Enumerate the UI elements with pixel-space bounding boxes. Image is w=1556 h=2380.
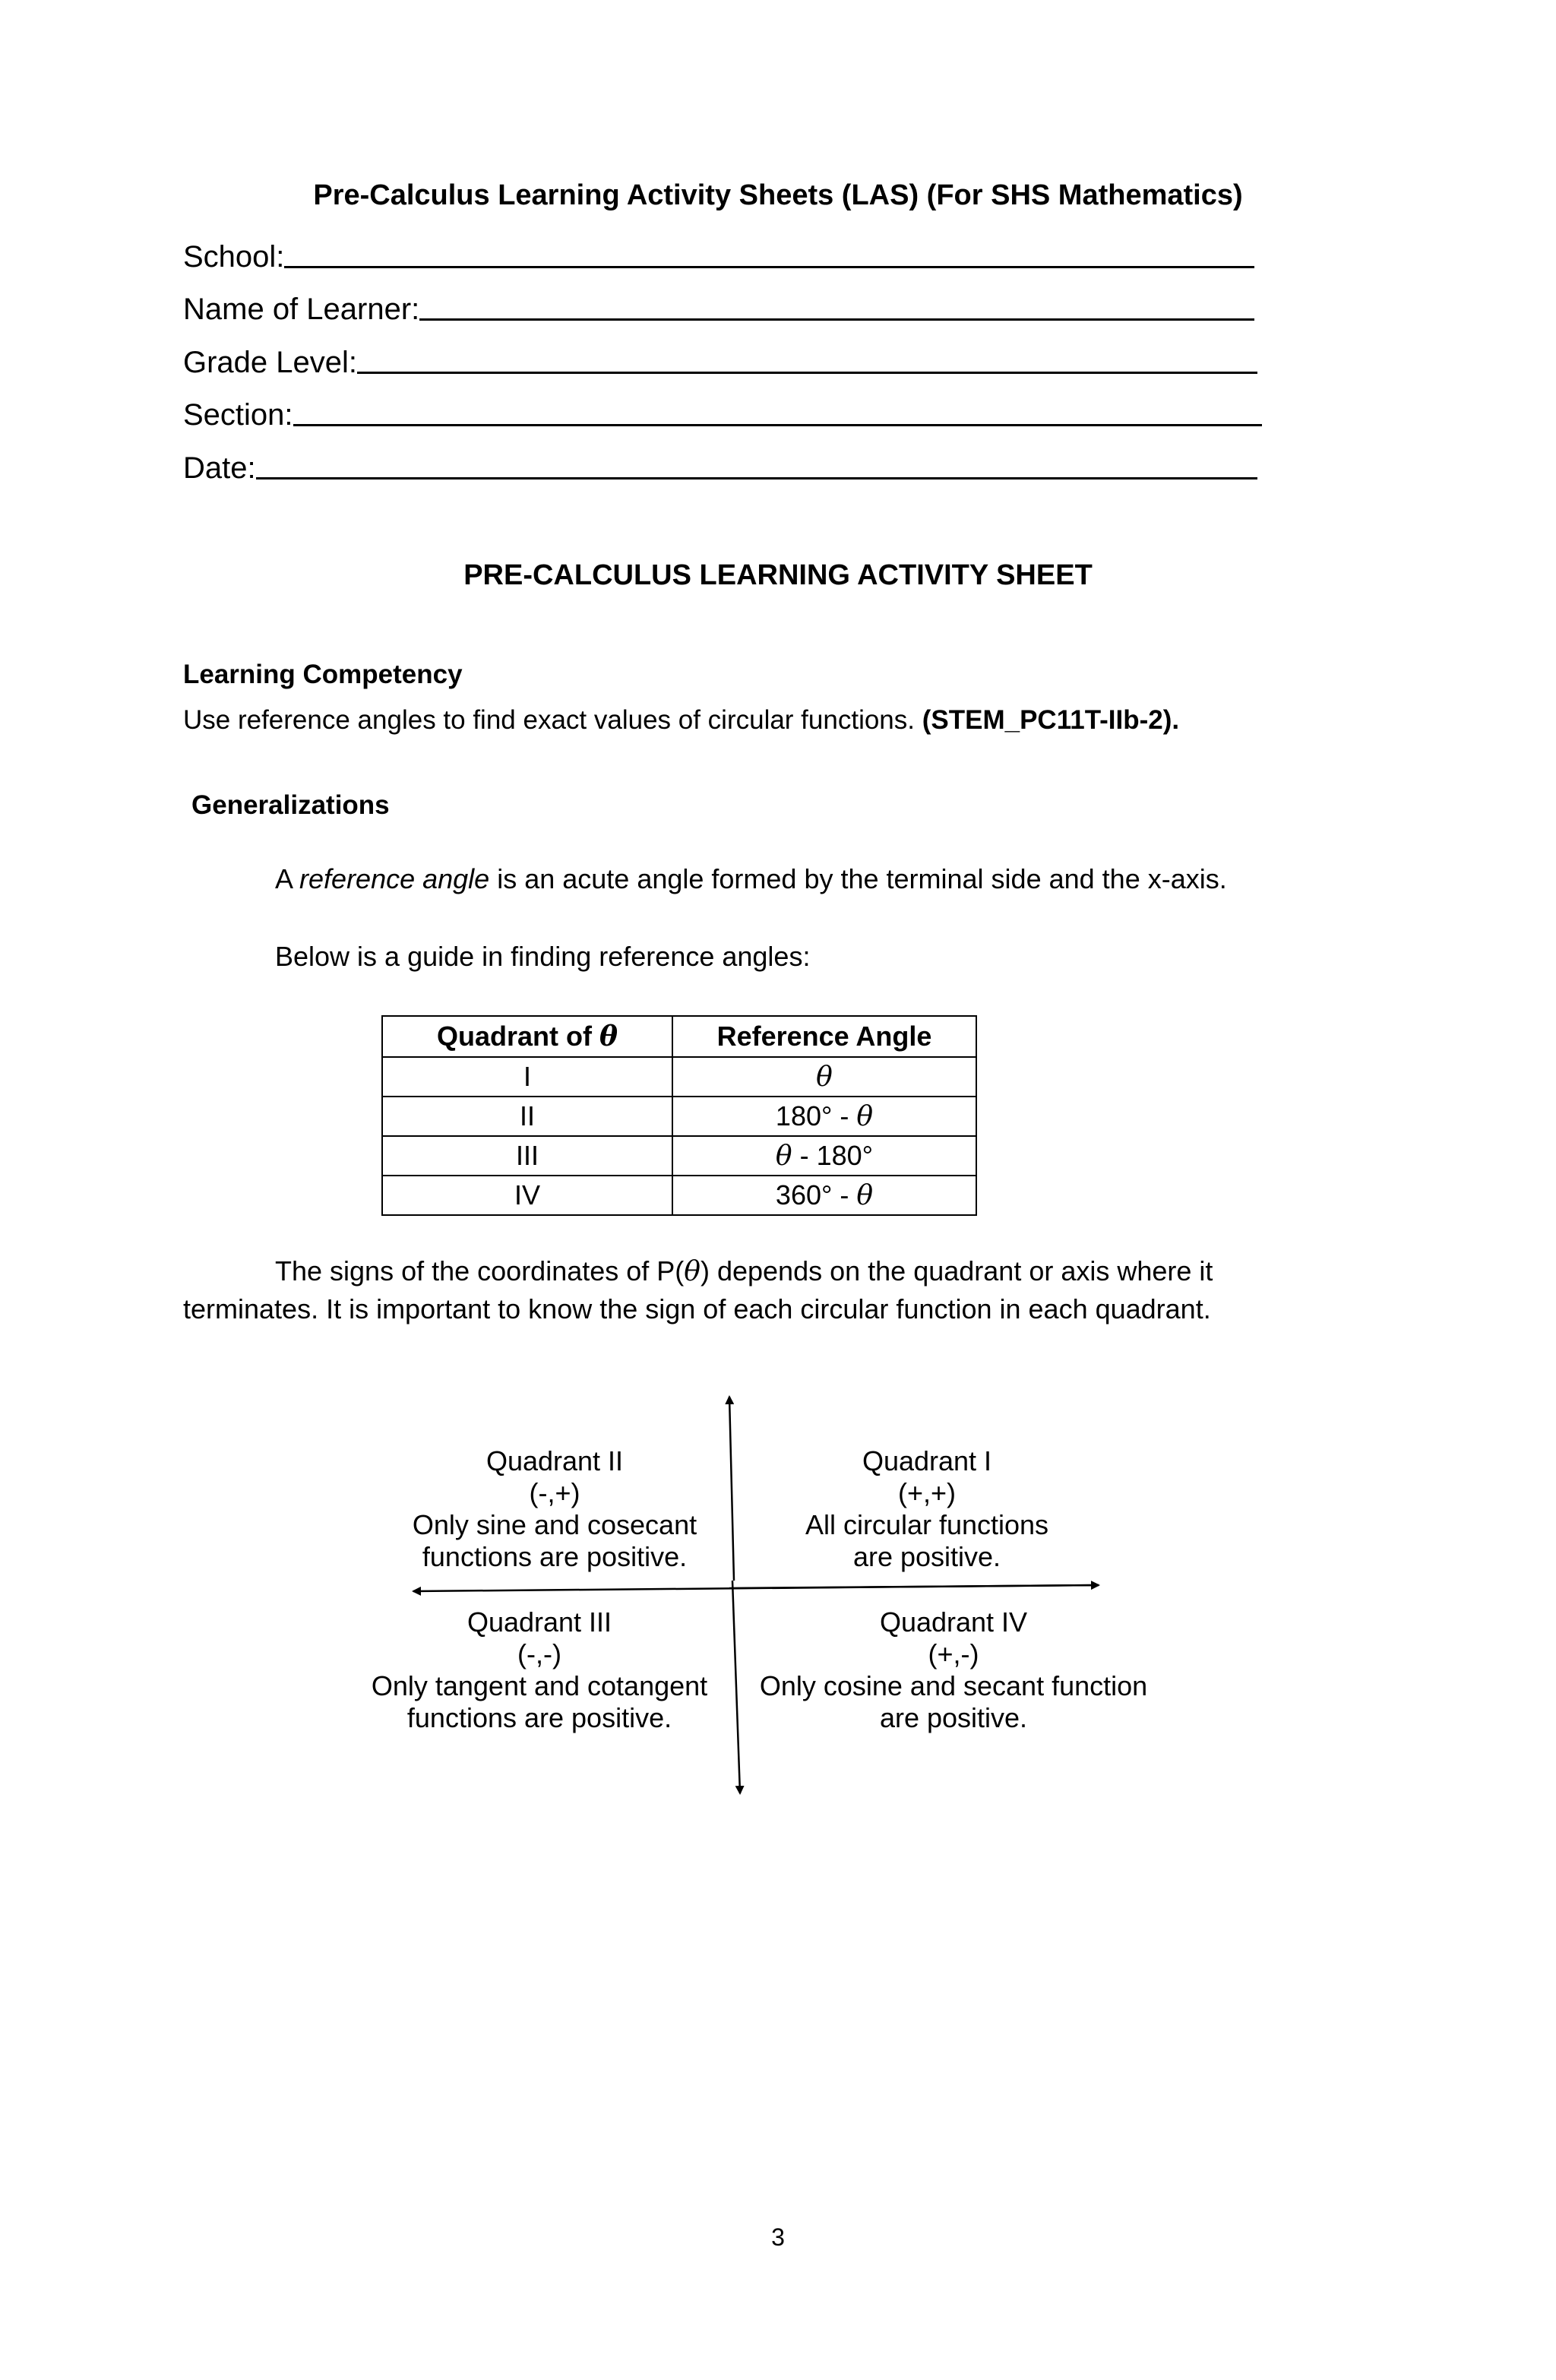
competency-code: (STEM_PC11T-IIb-2).: [922, 705, 1180, 735]
competency-description: Use reference angles to find exact values of circular functions.: [183, 705, 922, 735]
reference-angle-cell: 360° - θ: [672, 1176, 976, 1215]
date-label: Date:: [183, 451, 256, 485]
quadrant-i-title: Quadrant I: [862, 1445, 992, 1476]
quadrant-iii-sign: (-,-): [517, 1638, 561, 1669]
quadrant-i-desc-2: are positive.: [852, 1541, 1001, 1572]
section-label: Section:: [183, 398, 293, 432]
definition-suffix: is an acute angle formed by the terminal side and the x-axis.: [489, 863, 1227, 894]
school-label: School:: [183, 240, 285, 274]
quadrant-ii-label: [395, 1445, 714, 1573]
reference-angle-cell: θ: [672, 1057, 976, 1097]
grade-level-label: Grade Level:: [183, 346, 358, 379]
quadrant-iii-title: Quadrant III: [466, 1606, 612, 1638]
quadrant-i-desc-1: All circular functions: [805, 1509, 1049, 1540]
generalizations-heading: Generalizations: [191, 790, 390, 820]
quadrant-iii-desc-2: functions are positive.: [406, 1702, 672, 1733]
quadrant-i-label: [767, 1445, 1086, 1573]
quadrant-iv-desc-2: are positive.: [879, 1702, 1028, 1733]
quadrant-iv-sign: (+,-): [928, 1638, 979, 1669]
quadrant-iv-desc-1: Only cosine and secant function: [759, 1670, 1148, 1701]
signs-paragraph-line1: The signs of the coordinates of P(θ) depends on the quadrant or axis where it: [275, 1255, 1213, 1287]
quadrant-iii-label: [357, 1606, 722, 1734]
activity-sheet-title: PRE-CALCULUS LEARNING ACTIVITY SHEET: [463, 559, 1093, 591]
quadrant-cell: III: [382, 1136, 672, 1176]
y-axis: [729, 1397, 734, 1581]
learning-competency-heading: Learning Competency: [183, 660, 463, 689]
definition-term: reference angle: [299, 863, 490, 894]
quadrant-ii-title: Quadrant II: [485, 1445, 624, 1476]
quadrant-cell: II: [382, 1097, 672, 1136]
page-number: 3: [771, 2223, 785, 2251]
quadrant-iii-desc-1: Only tangent and cotangent: [371, 1670, 708, 1701]
quadrant-cell: I: [382, 1057, 672, 1097]
reference-angle-cell: θ - 180°: [672, 1136, 976, 1176]
learner-name-label: Name of Learner:: [183, 293, 420, 326]
quadrant-iv-label: [748, 1606, 1159, 1734]
quadrant-i-sign: (+,+): [897, 1477, 957, 1508]
reference-angle-column-header: Reference Angle: [672, 1016, 976, 1057]
guide-intro-text: Below is a guide in finding reference angles:: [275, 941, 811, 972]
quadrant-column-header: Quadrant of θ: [382, 1016, 672, 1057]
quadrant-iv-title: Quadrant IV: [879, 1606, 1028, 1638]
y-axis-negative: [732, 1581, 740, 1793]
definition-prefix: A: [275, 863, 300, 894]
reference-angle-cell: 180° - θ: [672, 1097, 976, 1136]
worksheet-header-title: Pre-Calculus Learning Activity Sheets (LAS) (For SHS Mathematics): [313, 179, 1243, 211]
signs-paragraph-line2: terminates. It is important to know the sign of each circular function in each quadrant.: [183, 1293, 1211, 1325]
quadrant-ii-desc-2: functions are positive.: [422, 1541, 688, 1572]
quadrant-ii-sign: (-,+): [529, 1477, 580, 1508]
quadrant-cell: IV: [382, 1176, 672, 1215]
quadrant-ii-desc-1: Only sine and cosecant: [412, 1509, 697, 1540]
